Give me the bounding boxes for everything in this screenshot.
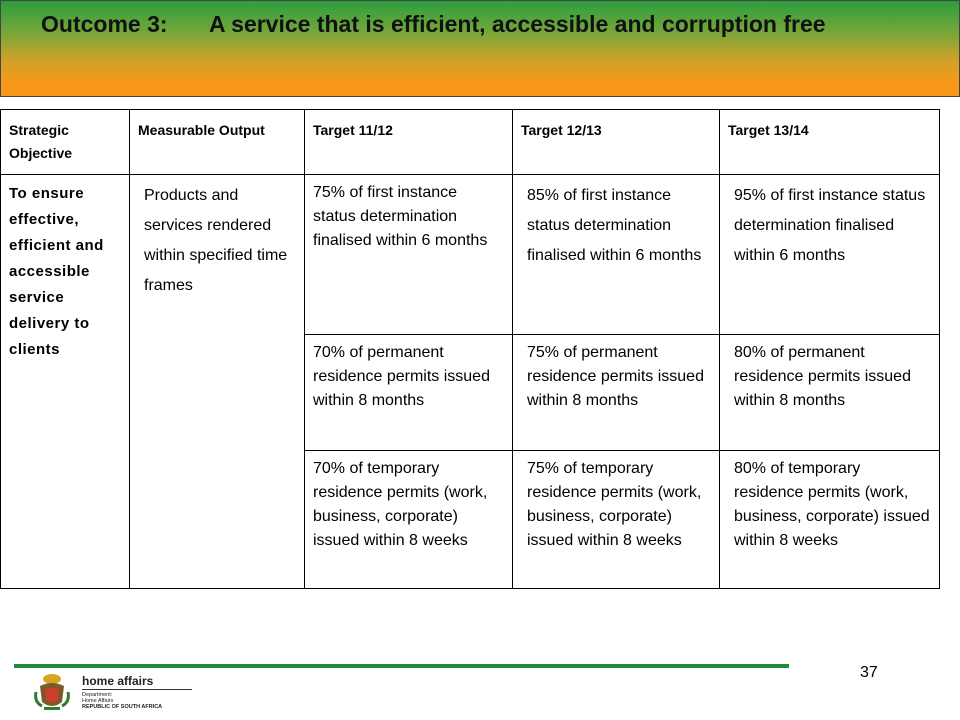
target-11-12-cell: 70% of permanent residence permits issued within 8 months: [305, 335, 513, 451]
measurable-output-cell: Products and services rendered within specified time frames: [130, 175, 305, 589]
home-affairs-logo: [28, 670, 198, 714]
target-11-12-cell: 70% of temporary residence permits (work, business, corporate) issued within 8 weeks: [305, 451, 513, 589]
target-12-13-cell: 75% of permanent residence permits issued within 8 months: [513, 335, 720, 451]
header-strategic-objective: Strategic Objective: [1, 110, 130, 175]
logo-rule: [82, 689, 192, 690]
table-row: [1, 175, 940, 335]
target-11-12-cell: 75% of first instance status determination finalised within 6 months: [305, 175, 513, 335]
logo-wordmark: home affairs: [82, 674, 154, 688]
title-banner: [0, 0, 960, 97]
header-target-13-14: Target 13/14: [720, 110, 940, 175]
target-13-14-cell: 95% of first instance status determination finalised within 6 months: [720, 175, 940, 335]
target-13-14-cell: 80% of permanent residence permits issued within 8 months: [720, 335, 940, 451]
header-measurable-output: Measurable Output: [130, 110, 305, 175]
outcome-title: A service that is efficient, accessible and corruption free: [209, 11, 826, 37]
target-13-14-cell: 80% of temporary residence permits (work, business, corporate) issued within 8 weeks: [720, 451, 940, 589]
footer-divider: [14, 664, 789, 668]
outcome-label: Outcome 3:: [41, 11, 168, 37]
slide-title: [41, 11, 939, 38]
header-target-11-12: Target 11/12: [305, 110, 513, 175]
strategic-objective-cell: To ensure effective, efficient and accessible service delivery to clients: [1, 175, 130, 589]
target-12-13-cell: 75% of temporary residence permits (work, business, corporate) issued within 8 weeks: [513, 451, 720, 589]
logo-home-affairs: Home Affairs: [82, 698, 114, 704]
coat-of-arms-icon: [32, 672, 72, 712]
table-header-row: [1, 110, 940, 175]
targets-table: [0, 109, 940, 589]
logo-republic: REPUBLIC OF SOUTH AFRICA: [82, 704, 163, 710]
header-target-12-13: Target 12/13: [513, 110, 720, 175]
target-12-13-cell: 85% of first instance status determination finalised within 6 months: [513, 175, 720, 335]
page-number: 37: [860, 664, 878, 681]
logo-department: Department:: [82, 692, 113, 698]
